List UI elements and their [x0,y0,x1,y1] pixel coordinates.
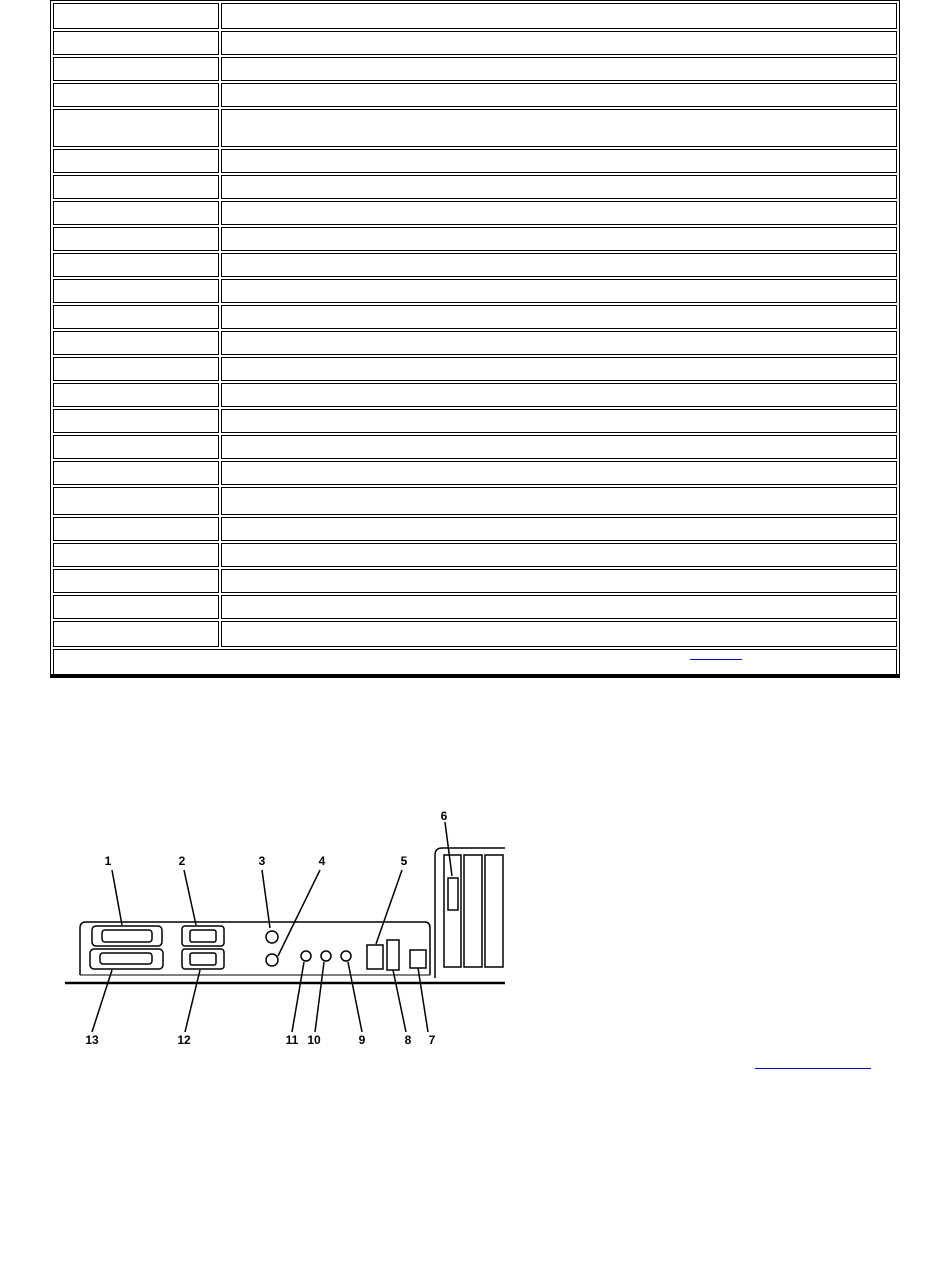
spec-row [53,357,897,381]
spec-footer-cell [53,649,897,675]
spec-row [53,569,897,593]
callout-8: 8 [404,1033,412,1047]
spec-value-cell [221,543,897,567]
spec-label-cell [53,57,219,81]
spec-value-cell [221,595,897,619]
spec-row [53,57,897,81]
spec-label-cell [53,595,219,619]
spec-row [53,331,897,355]
spec-value-cell [221,435,897,459]
spec-row [53,435,897,459]
spec-value-cell [221,3,897,29]
spec-label-cell [53,149,219,173]
spec-row [53,253,897,277]
spec-row [53,543,897,567]
spec-row [53,383,897,407]
spec-label-cell [53,83,219,107]
spec-label-cell [53,435,219,459]
spec-label-cell [53,227,219,251]
spec-row [53,227,897,251]
spec-value-cell [221,149,897,173]
spec-label-cell [53,569,219,593]
spec-label-cell [53,461,219,485]
spec-row [53,461,897,485]
spec-label-cell [53,109,219,147]
spec-value-cell [221,461,897,485]
spec-label-cell [53,331,219,355]
spec-label-cell [53,543,219,567]
spec-value-cell [221,175,897,199]
spec-label-cell [53,357,219,381]
specifications-table [50,0,900,678]
callout-11: 11 [285,1033,299,1047]
callout-2: 2 [178,854,186,868]
spec-label-cell [53,3,219,29]
spec-value-cell [221,409,897,433]
spec-label-cell [53,175,219,199]
spec-value-cell [221,201,897,225]
spec-row [53,621,897,647]
callout-5: 5 [400,854,408,868]
spec-value-cell [221,253,897,277]
spec-value-cell [221,57,897,81]
spec-label-cell [53,621,219,647]
spec-value-cell [221,357,897,381]
spec-row [53,305,897,329]
spec-value-cell [221,569,897,593]
spec-row [53,487,897,515]
spec-label-cell [53,487,219,515]
spec-row [53,3,897,29]
spec-label-cell [53,201,219,225]
spec-row [53,149,897,173]
callout-7: 7 [428,1033,436,1047]
callout-9: 9 [358,1033,366,1047]
spec-row [53,201,897,225]
callout-6: 6 [440,810,448,823]
spec-value-cell [221,487,897,515]
bottom-link[interactable] [755,1068,871,1069]
spec-value-cell [221,83,897,107]
spec-value-cell [221,383,897,407]
spec-label-cell [53,305,219,329]
spec-value-cell [221,279,897,303]
spec-row [53,109,897,147]
spec-row [53,279,897,303]
spec-label-cell [53,409,219,433]
spec-label-cell [53,279,219,303]
callout-12: 12 [177,1033,191,1047]
spec-label-cell [53,383,219,407]
spec-row [53,409,897,433]
spec-row [53,83,897,107]
callout-4: 4 [318,854,326,868]
spec-row [53,595,897,619]
spec-label-cell [53,253,219,277]
spec-value-cell [221,109,897,147]
spec-value-cell [221,31,897,55]
callout-1: 1 [104,854,112,868]
footnote-link[interactable] [690,659,742,660]
back-panel-connectors-diagram [60,810,510,1050]
spec-value-cell [221,517,897,541]
spec-value-cell [221,305,897,329]
spec-row [53,31,897,55]
spec-value-cell [221,621,897,647]
callout-10: 10 [307,1033,321,1047]
spec-label-cell [53,31,219,55]
spec-row [53,175,897,199]
spec-label-cell [53,517,219,541]
spec-value-cell [221,331,897,355]
callout-3: 3 [258,854,266,868]
callout-13: 13 [85,1033,99,1047]
spec-value-cell [221,227,897,251]
spec-row [53,517,897,541]
section-divider [50,674,900,677]
spec-footer-row [53,649,897,675]
